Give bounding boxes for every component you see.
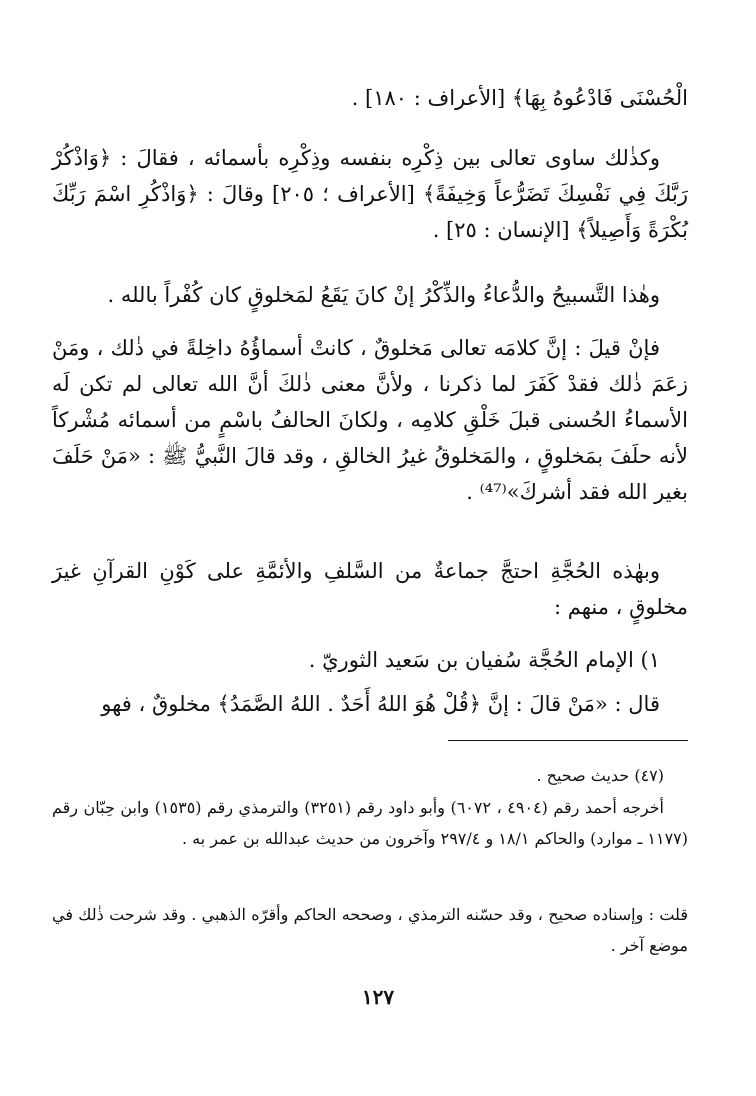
paragraph-text: الْحُسْنَى فَادْعُوهُ بِهَا﴾ [الأعراف : ١٨٠] .: [351, 86, 688, 110]
paragraph-quran-continuation: [52, 80, 688, 116]
paragraph-text: فإنْ قيلَ : إنَّ كلامَه تعالى مَخلوقٌ ، كانتْ أسماؤُهُ داخِلةً في ذٰلك ، ومَنْ زعَمَ ذٰلك فقدْ كَفَرَ لما ذكرنا ، ولأنَّ معنى ذٰلكَ أنَّ الله تعالى لم تكن لَه الأسماءُ الحُسنى قبلَ خَلْقِ كلامِه ، ولكانَ الحالفُ باسْمٍ من أسمائه مُشْركاً لأنه حلَفَ بمَخلوقٍ ، والمَخلوقُ غيرُ الخالقِ ، وقد قالَ النَّبيُّ ﷺ : «مَنْ حَلَفَ بغير الله فقد أشركَ»⁽⁴⁷⁾ .: [52, 336, 688, 504]
footnote-47-comment: [52, 899, 688, 961]
paragraph-tasbih: [52, 277, 688, 313]
list-item-text: ١) الإمام الحُجَّة سُفيان بن سَعيد الثوريّ .: [308, 648, 660, 672]
footnote-text: (٤٧) حديث صحيح .: [536, 766, 664, 785]
footnote-47-takhrij: [52, 792, 688, 854]
paragraph-text: وهٰذا التَّسبيحُ والدُّعاءُ والذِّكْرُ إنْ كانَ يَقَعُ لمَخلوقٍ كان كُفْراً بالله .: [107, 283, 660, 307]
paragraph-quote: [52, 686, 688, 722]
footnote-47-heading: [52, 760, 688, 791]
paragraph-salaf-argument: [52, 553, 688, 625]
footnote-divider: [448, 740, 688, 741]
paragraph-text: قال : «مَنْ قالَ : إنَّ ﴿قُلْ هُوَ اللهُ أَحَدٌ . اللهُ الصَّمَدُ﴾ مخلوقٌ ، فهو: [101, 692, 660, 716]
paragraph-text: وبهٰذه الحُجَّةِ احتجَّ جماعةٌ من السَّلفِ والأئمَّةِ على كَوْنِ القرآنِ غيرَ مخلوقٍ ، منهم :: [52, 559, 688, 619]
paragraph-objection: [52, 330, 688, 510]
page-number: ١٢٧: [361, 985, 395, 1009]
paragraph-text: وكذٰلك ساوى تعالى بين ذِكْرِه بنفسه وذِكْرِه بأسمائه ، فقالَ : ﴿وَاذْكُرْ رَبَّكَ فِي نَفْسِكَ تَضَرُّعاً وَخِيفَةً﴾ [الأعراف ؛ ٢٠٥] وقالَ : ﴿وَاذْكُرِ اسْمَ رَبِّكَ بُكْرَةً وَأَصِيلاً﴾ [الإنسان : ٢٥] .: [52, 146, 688, 242]
footnote-text: أخرجه أحمد رقم (٤٩٠٤ ، ٦٠٧٢) وأبو داود رقم (٣٢٥١) والترمذي رقم (١٥٣٥) وابن حِبّان رقم (١١٧٧ ـ موارد) والحاكم ١٨/١ و ٢٩٧/٤ وآخرون من حديث عبدالله بن عمر به .: [52, 798, 688, 848]
footnote-text: قلت : وإسناده صحيح ، وقد حسّنه الترمذي ، وصححه الحاكم وأقرّه الذهبي . وقد شرحت ذٰلك في موضع آخر .: [52, 905, 688, 955]
list-item-sufyan: [52, 642, 688, 678]
paragraph-dhikr: [52, 140, 688, 248]
